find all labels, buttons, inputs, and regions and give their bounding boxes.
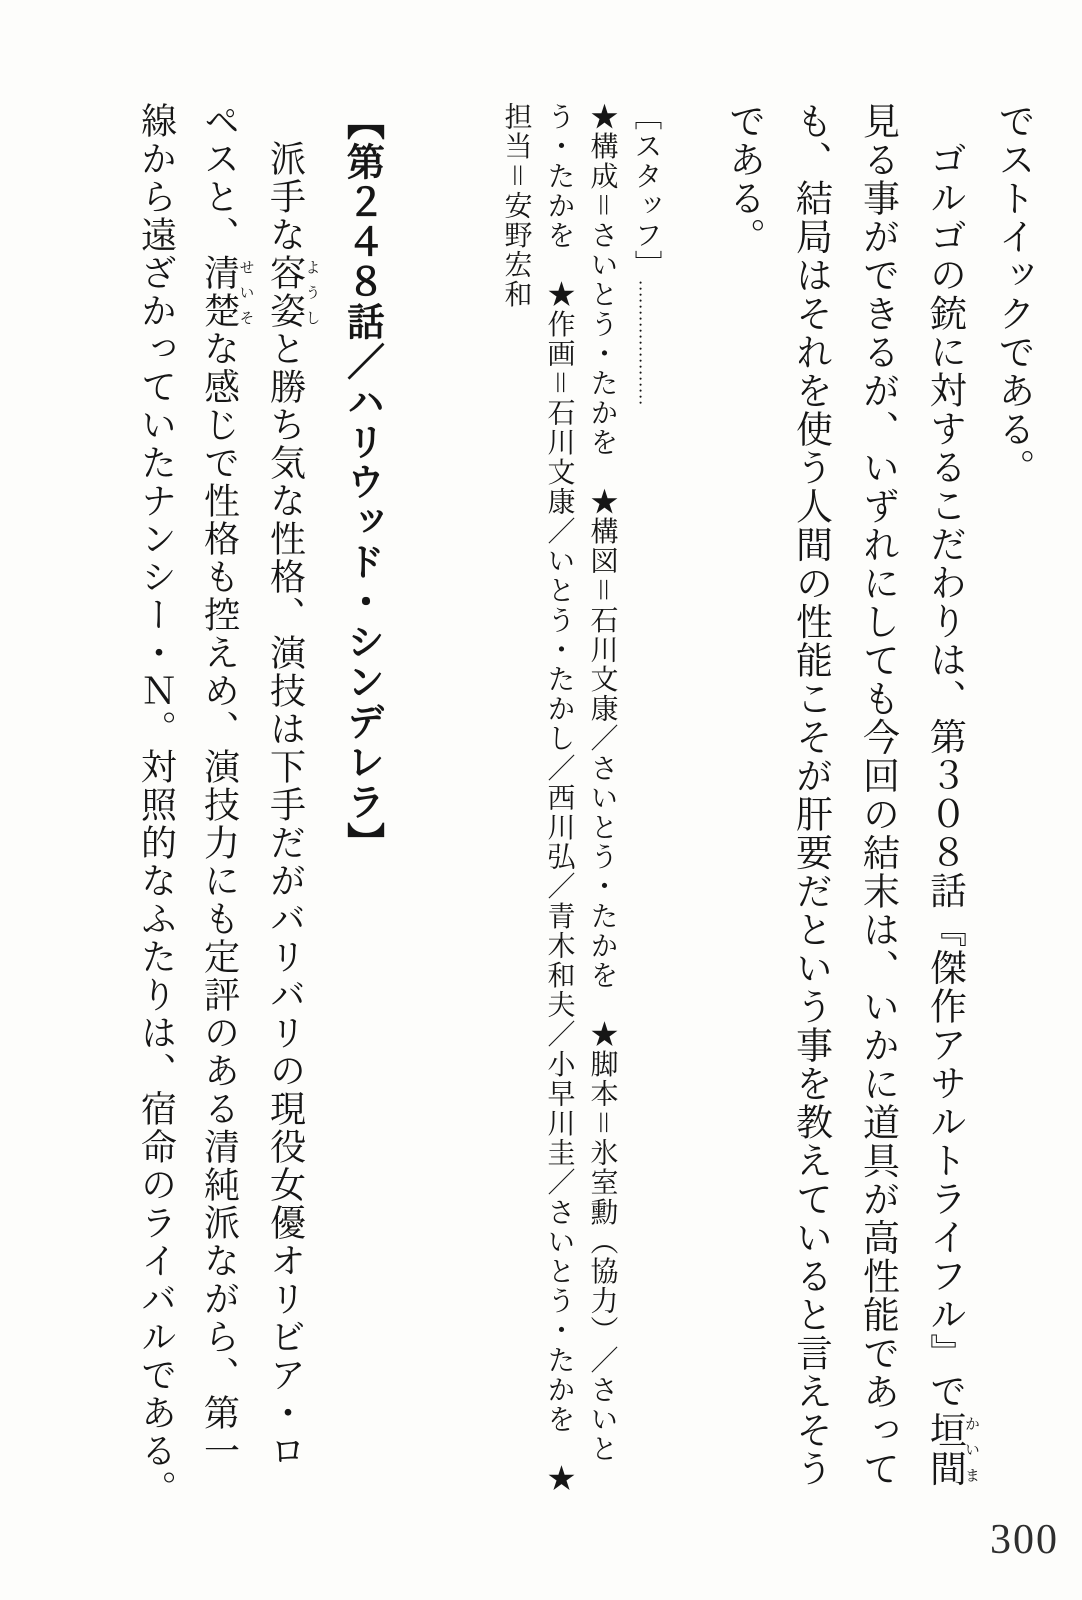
ruby-youshi-base: 容姿 [265,254,306,330]
commentary-col-3: も、結局はそれを使う人間の性能こそが肝要だという事を教えていると言えそう [789,102,831,1488]
synopsis-col-1 [254,102,320,1552]
episode-title: 【第２４８話／ハリウッド・シンデレラ】 [340,102,383,862]
intro-continuation-line: でストイックである。 [992,102,1033,487]
commentary-col-2: 見る事ができるが、いずれにしても今回の結末は、いかに道具が高性能であって [856,102,898,1488]
staff-col-3: う・たかを ★作画＝石川文康／いとう・たかし／西川弘／青木和夫／小早川圭／さいとう・たかを ★ [543,102,575,1494]
commentary-col-1 [911,102,980,1552]
ruby-seiso-text: せいそ [237,254,254,330]
commentary-col-1-text: ゴルゴの銃に対するこだわりは、第３０８話『傑作アサルトライフル』で [923,140,965,1411]
ruby-seiso [199,254,254,330]
synopsis-col-2 [188,102,254,1552]
synopsis-col-1-post: と勝ち気な性格、演技は下手だがバリバリの現役女優オリビア・ロ [265,330,306,1470]
ruby-youshi-text: ようし [303,254,320,330]
synopsis-col-2-pre: ペスと、 [199,102,240,254]
ruby-seiso-base: 清楚 [199,254,240,330]
staff-col-2: ★構成＝さいとう・たかを ★構図＝石川文康／さいとう・たかを ★脚本＝氷室勳（協力）／さいと [586,102,618,1464]
vertical-text-block [125,102,1047,1552]
ruby-youshi [265,254,320,330]
ruby-kaima-base: 垣間 [923,1410,965,1488]
staff-header-label: ［スタッフ］ [630,102,662,280]
staff-leader-dots: ………………… [635,279,656,406]
staff-header-line [624,102,668,1552]
ruby-kaima [923,1410,979,1488]
page-number: 300 [990,1517,1059,1563]
commentary-col-4: である。 [722,102,764,256]
ruby-kaima-text: かいま [963,1410,979,1488]
staff-section [495,102,668,1552]
synopsis-col-3: 線から遠ざかっていたナンシー・Ｎ。対照的なふたりは、宿命のライバルである。 [136,102,177,1508]
synopsis-col-1-pre: 派手な [265,140,306,254]
synopsis-col-2-post: な感じで性格も控えめ、演技力にも定評のある清純派ながら、第一 [199,330,240,1470]
staff-col-4: 担当＝安野宏和 [500,102,532,310]
